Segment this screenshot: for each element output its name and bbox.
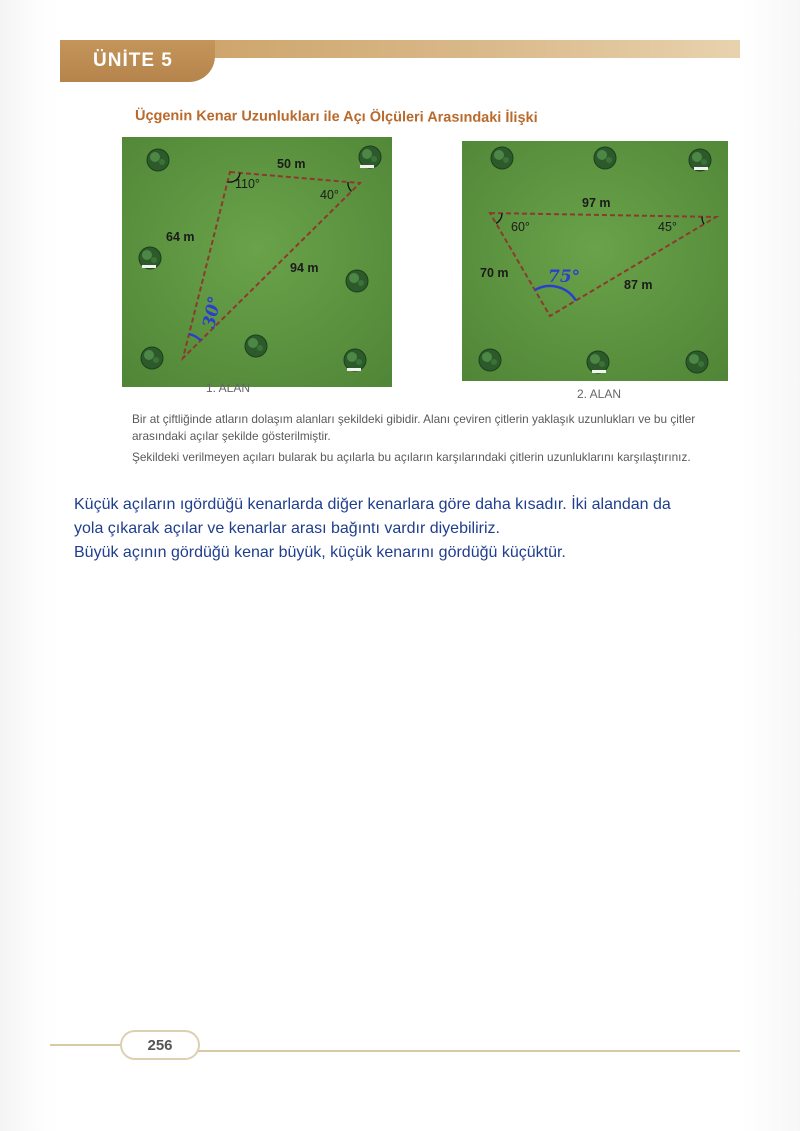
angle-label-top-left: 110° (235, 177, 260, 191)
handwritten-angle-1: 30° (199, 294, 226, 331)
angle-label-right: 45° (658, 220, 677, 234)
post-icon (347, 368, 361, 371)
handwritten-angle-2: 75° (548, 267, 581, 287)
side-label-hypotenuse: 94 m (290, 261, 319, 275)
problem-paragraph-2: Şekildeki verilmeyen açıları bularak bu açılarla bu açıların karşılarındaki çitlerin uzunluklarını karşılaştırınız. (132, 450, 691, 464)
tree-icon (346, 270, 368, 292)
tree-icon (147, 149, 169, 171)
tree-icon (359, 146, 381, 168)
section-title: Üçgenin Kenar Uzunlukları ile Açı Ölçüleri Arasındaki İlişki (134, 108, 538, 127)
side-label-top: 50 m (277, 157, 306, 171)
problem-text (132, 411, 732, 470)
answer-line: yola çıkarak açılar ve kenarlar arası bağıntı vardır diyebiliriz. (74, 520, 500, 537)
tree-icon (479, 349, 501, 371)
tree-icon (141, 347, 163, 369)
answer-line: Büyük açının gördüğü kenar büyük, küçük kenarını gördüğü küçüktür. (74, 544, 566, 561)
tree-icon (491, 147, 513, 169)
side-label-left: 64 m (166, 230, 195, 244)
figure-field-2 (462, 141, 728, 381)
angle-label-left: 60° (511, 220, 530, 234)
answer-text (74, 493, 671, 565)
tree-icon (594, 147, 616, 169)
footer-rule-right (198, 1050, 740, 1052)
post-icon (360, 165, 374, 168)
answer-line: Küçük açıların ıgördüğü kenarlarda diğer kenarlara göre daha kısadır. İki alandan da (74, 496, 671, 513)
field-2-grass (462, 141, 728, 381)
footer-rule-left (50, 1044, 122, 1046)
side-label-left: 70 m (480, 266, 509, 280)
angle-label-top-right: 40° (320, 188, 339, 202)
post-icon (142, 265, 156, 268)
side-label-right: 87 m (624, 278, 653, 292)
side-label-top: 97 m (582, 196, 611, 210)
figure-field-1 (122, 137, 392, 387)
page-number: 256 (120, 1030, 200, 1060)
field-1-drawing (122, 137, 392, 387)
field-2-drawing (462, 141, 728, 381)
unit-title: ÜNİTE 5 (93, 50, 173, 71)
figure-1-caption: 1. ALAN (206, 381, 251, 395)
tree-icon (344, 349, 366, 371)
figure-2-caption: 2. ALAN (577, 387, 622, 401)
tree-icon (245, 335, 267, 357)
tree-icon (686, 351, 708, 373)
post-icon (694, 167, 708, 170)
post-icon (592, 370, 606, 373)
problem-paragraph-1: Bir at çiftliğinde atların dolaşım alanları şekildeki gibidir. Alanı çeviren çitlerin yaklaşık uzunlukları ve bu çitler arasındaki açılar şekilde gösterilmiştir. (132, 412, 696, 443)
tree-icon (587, 351, 609, 373)
